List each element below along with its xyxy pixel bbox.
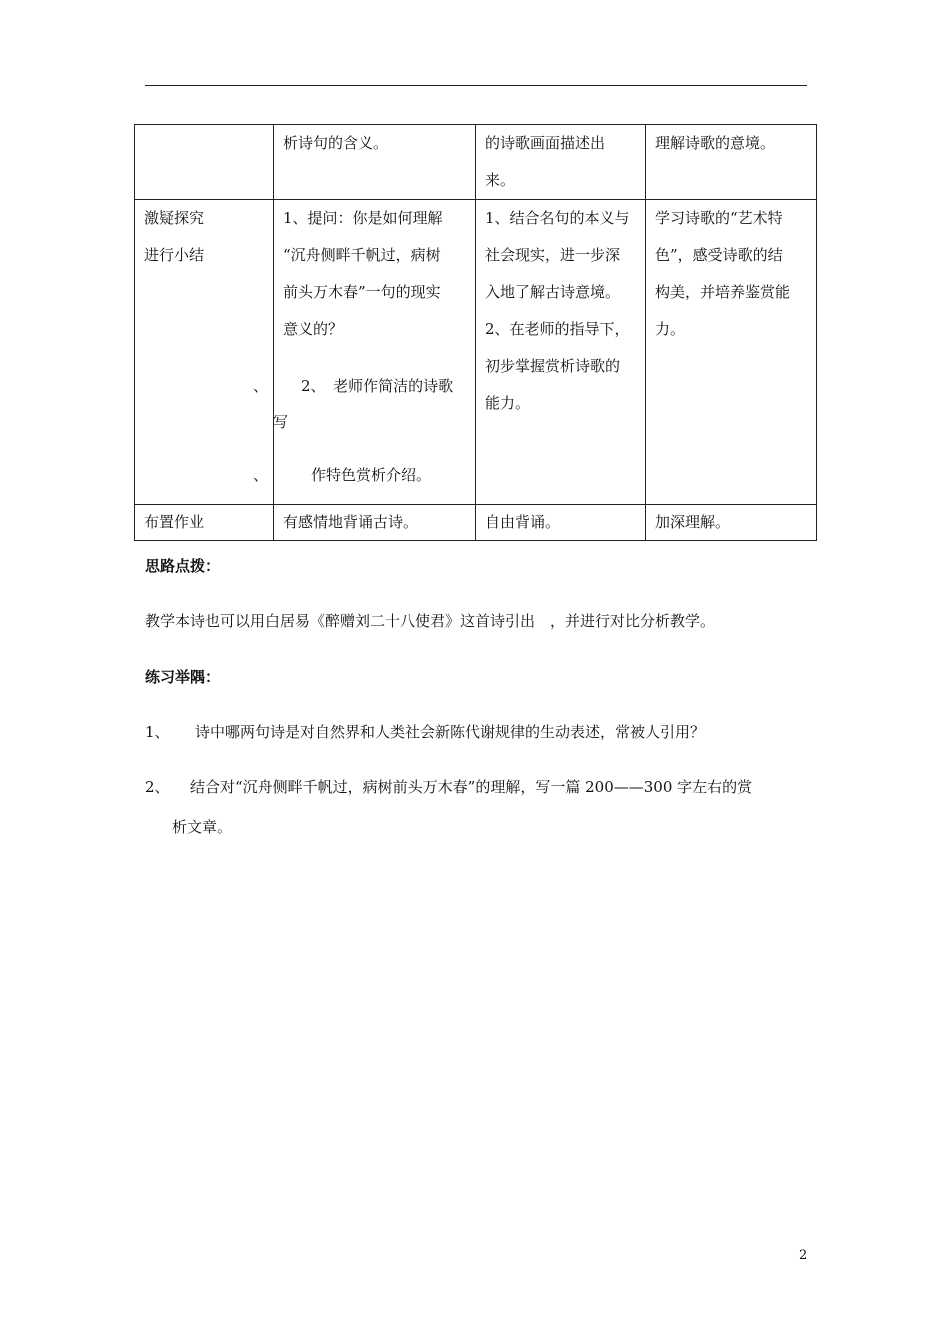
table-row	[135, 125, 817, 200]
cell-text: 来。	[485, 171, 516, 189]
lesson-plan-table	[134, 124, 817, 541]
exercise-number: 1、	[145, 723, 170, 741]
table-cell	[135, 505, 274, 541]
table-cell	[476, 200, 646, 505]
table-cell	[646, 125, 817, 200]
table-cell	[274, 505, 476, 541]
cell-text: 能力。	[485, 394, 531, 412]
table-cell	[253, 200, 476, 505]
section-paragraph: 教学本诗也可以用白居易《醉赠刘二十八使君》这首诗引出 ，并进行对比分析教学。	[145, 612, 716, 630]
page-number: 2	[799, 1248, 808, 1263]
cell-text: 有感情地背诵古诗。	[283, 513, 419, 531]
cell-text: 理解诗歌的意境。	[655, 134, 776, 152]
cell-text: 自由背诵。	[485, 513, 561, 531]
exercise-number: 2、	[145, 778, 170, 796]
cell-text: 布置作业	[144, 513, 205, 531]
section-title-exercises: 练习举隅：	[145, 668, 221, 686]
table-cell	[646, 200, 817, 505]
exercise-text: 结合对“沉舟侧畔千帆过，病树前头万木春”的理解，写一篇 200——300 字左右的赏	[190, 778, 753, 796]
cell-text: 社会现实，进一步深	[485, 246, 621, 264]
cell-text: 力。	[655, 320, 686, 338]
cell-text: 写	[273, 413, 289, 431]
item-text: 老师作简洁的诗歌	[333, 377, 454, 395]
cell-text: “沉舟侧畔千帆过，病树	[283, 246, 441, 264]
cell-text: 学习诗歌的“艺术特	[655, 209, 783, 227]
table-cell	[274, 125, 476, 200]
cell-text	[301, 368, 453, 405]
cell-text: 初步掌握赏析诗歌的	[485, 357, 621, 375]
list-mark: 、	[253, 466, 269, 484]
cell-text: 1、结合名句的本义与	[485, 209, 630, 227]
exercise-text-continued: 析文章。	[172, 818, 233, 836]
cell-text: 构美，并培养鉴赏能	[655, 283, 791, 301]
item-number: 2、	[301, 377, 319, 395]
exercise-text: 诗中哪两句诗是对自然界和人类社会新陈代谢规律的生动表述，常被人引用？	[195, 723, 706, 741]
section-title-thinking: 思路点拨：	[145, 557, 221, 575]
cell-text: 1、提问：你是如何理解	[283, 209, 443, 227]
cell-text: 入地了解古诗意境。	[485, 283, 621, 301]
table-row	[135, 505, 817, 541]
cell-text: 析诗句的含义。	[283, 134, 389, 152]
cell-text: 意义的？	[283, 320, 344, 338]
table-cell	[135, 125, 274, 200]
table-cell	[476, 125, 646, 200]
header-rule	[145, 85, 807, 86]
table-row	[135, 200, 817, 505]
cell-text: 进行小结	[144, 246, 205, 264]
cell-text: 2、在老师的指导下，	[485, 320, 630, 338]
cell-text: 前头万木春”一句的现实	[283, 283, 441, 301]
cell-text: 加深理解。	[655, 513, 731, 531]
cell-text: 的诗歌画面描述出	[485, 134, 606, 152]
table-cell	[646, 505, 817, 541]
cell-text: 作特色赏析介绍。	[311, 466, 432, 484]
list-mark: 、	[253, 377, 269, 395]
cell-text: 色”，感受诗歌的结	[655, 246, 783, 264]
cell-text: 激疑探究	[144, 209, 205, 227]
table-cell	[476, 505, 646, 541]
